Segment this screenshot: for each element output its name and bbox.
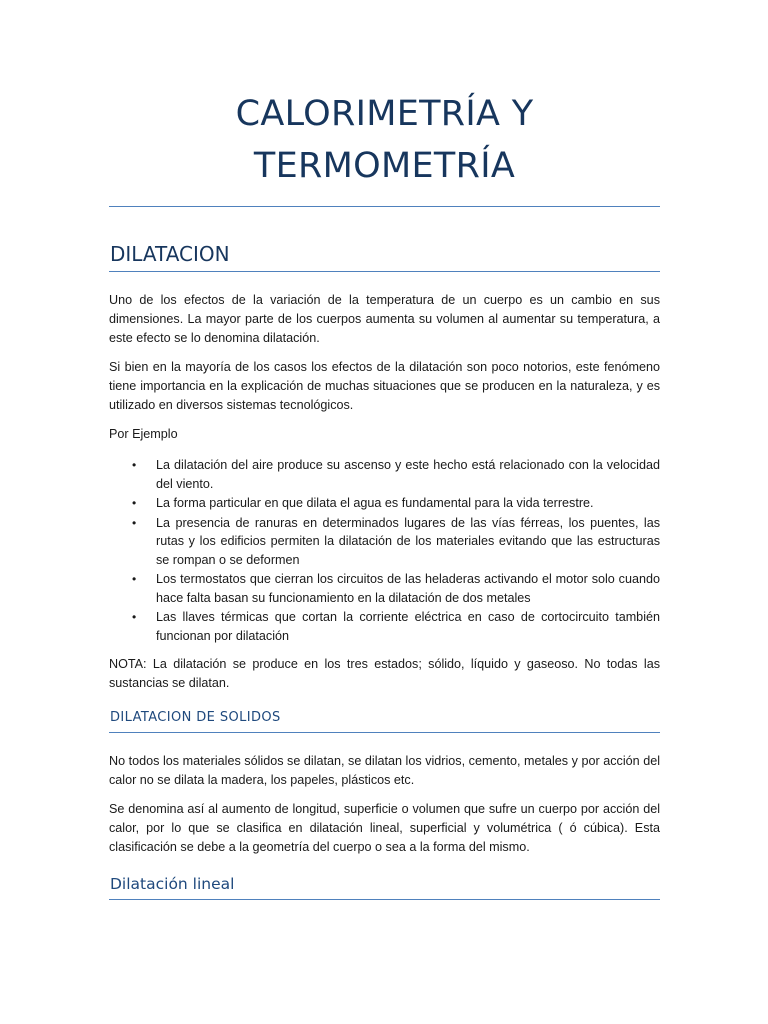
bullet-icon: • xyxy=(132,458,137,472)
list-item-text: La forma particular en que dilata el agua es fundamental para la vida terrestre. xyxy=(156,496,594,510)
bullet-icon: • xyxy=(132,515,137,530)
document-page xyxy=(109,88,660,900)
list-item xyxy=(109,608,660,645)
list-item xyxy=(109,514,660,570)
list-item-text: Las llaves térmicas que cortan la corriente eléctrica en caso de cortocircuito también funcionan por dilatación xyxy=(156,610,660,643)
heading-dilatacion-de-solidos: DILATACION DE SOLIDOS xyxy=(109,709,660,733)
list-item xyxy=(109,494,660,513)
paragraph-clasificacion: Se denomina así al aumento de longitud, superficie o volumen que sufre un cuerpo por acción del calor, por lo que se clasifica en dilatación lineal, superficial y volumétrica ( ó cúbica). Esta clasificación se debe a la geometría del cuerpo o sea a la forma del mismo. xyxy=(109,802,660,854)
bullet-icon: • xyxy=(132,610,137,624)
document-title xyxy=(109,88,660,207)
document-title-line-1: CALORIMETRÍA Y xyxy=(235,94,534,134)
list-item-text: Los termostatos que cierran los circuitos de las heladeras activando el motor solo cuando hace falta basan su funcionamiento en la dilatación de dos metales xyxy=(156,572,660,605)
document-title-line-2: TERMOMETRÍA xyxy=(253,146,516,186)
examples-list xyxy=(109,456,660,645)
heading-dilatacion: DILATACION xyxy=(109,241,660,272)
list-item xyxy=(109,570,660,607)
paragraph-intro: Uno de los efectos de la variación de la temperatura de un cuerpo es un cambio en sus dimensiones. La mayor parte de los cuerpos aumenta su volumen al aumentar su temperatura, a este efecto se lo denomina dilatación. xyxy=(109,293,660,345)
list-item-text: La dilatación del aire produce su ascenso y este hecho está relacionado con la velocidad del viento. xyxy=(156,458,660,491)
list-item-text: La presencia de ranuras en determinados lugares de las vías férreas, los puentes, las rutas y los edificios permiten la dilatación de los materiales evitando que las estructuras se rompan o se deformen xyxy=(156,515,660,567)
paragraph-solidos: No todos los materiales sólidos se dilatan, se dilatan los vidrios, cemento, metales y por acción del calor no se dilata la madera, los papeles, plásticos etc. xyxy=(109,754,660,787)
bullet-icon: • xyxy=(132,496,137,510)
paragraph-importance: Si bien en la mayoría de los casos los efectos de la dilatación son poco notorios, este fenómeno tiene importancia en la explicación de muchas situaciones que se producen en la naturaleza, y es utilizado en diversos sistemas tecnológicos. xyxy=(109,360,660,412)
paragraph-nota: NOTA: La dilatación se produce en los tres estados; sólido, líquido y gaseoso. No todas las sustancias se dilatan. xyxy=(109,657,660,690)
bullet-icon: • xyxy=(132,572,137,586)
list-item xyxy=(109,456,660,493)
paragraph-por-ejemplo: Por Ejemplo xyxy=(109,427,178,441)
heading-dilatacion-lineal: Dilatación lineal xyxy=(109,873,660,900)
